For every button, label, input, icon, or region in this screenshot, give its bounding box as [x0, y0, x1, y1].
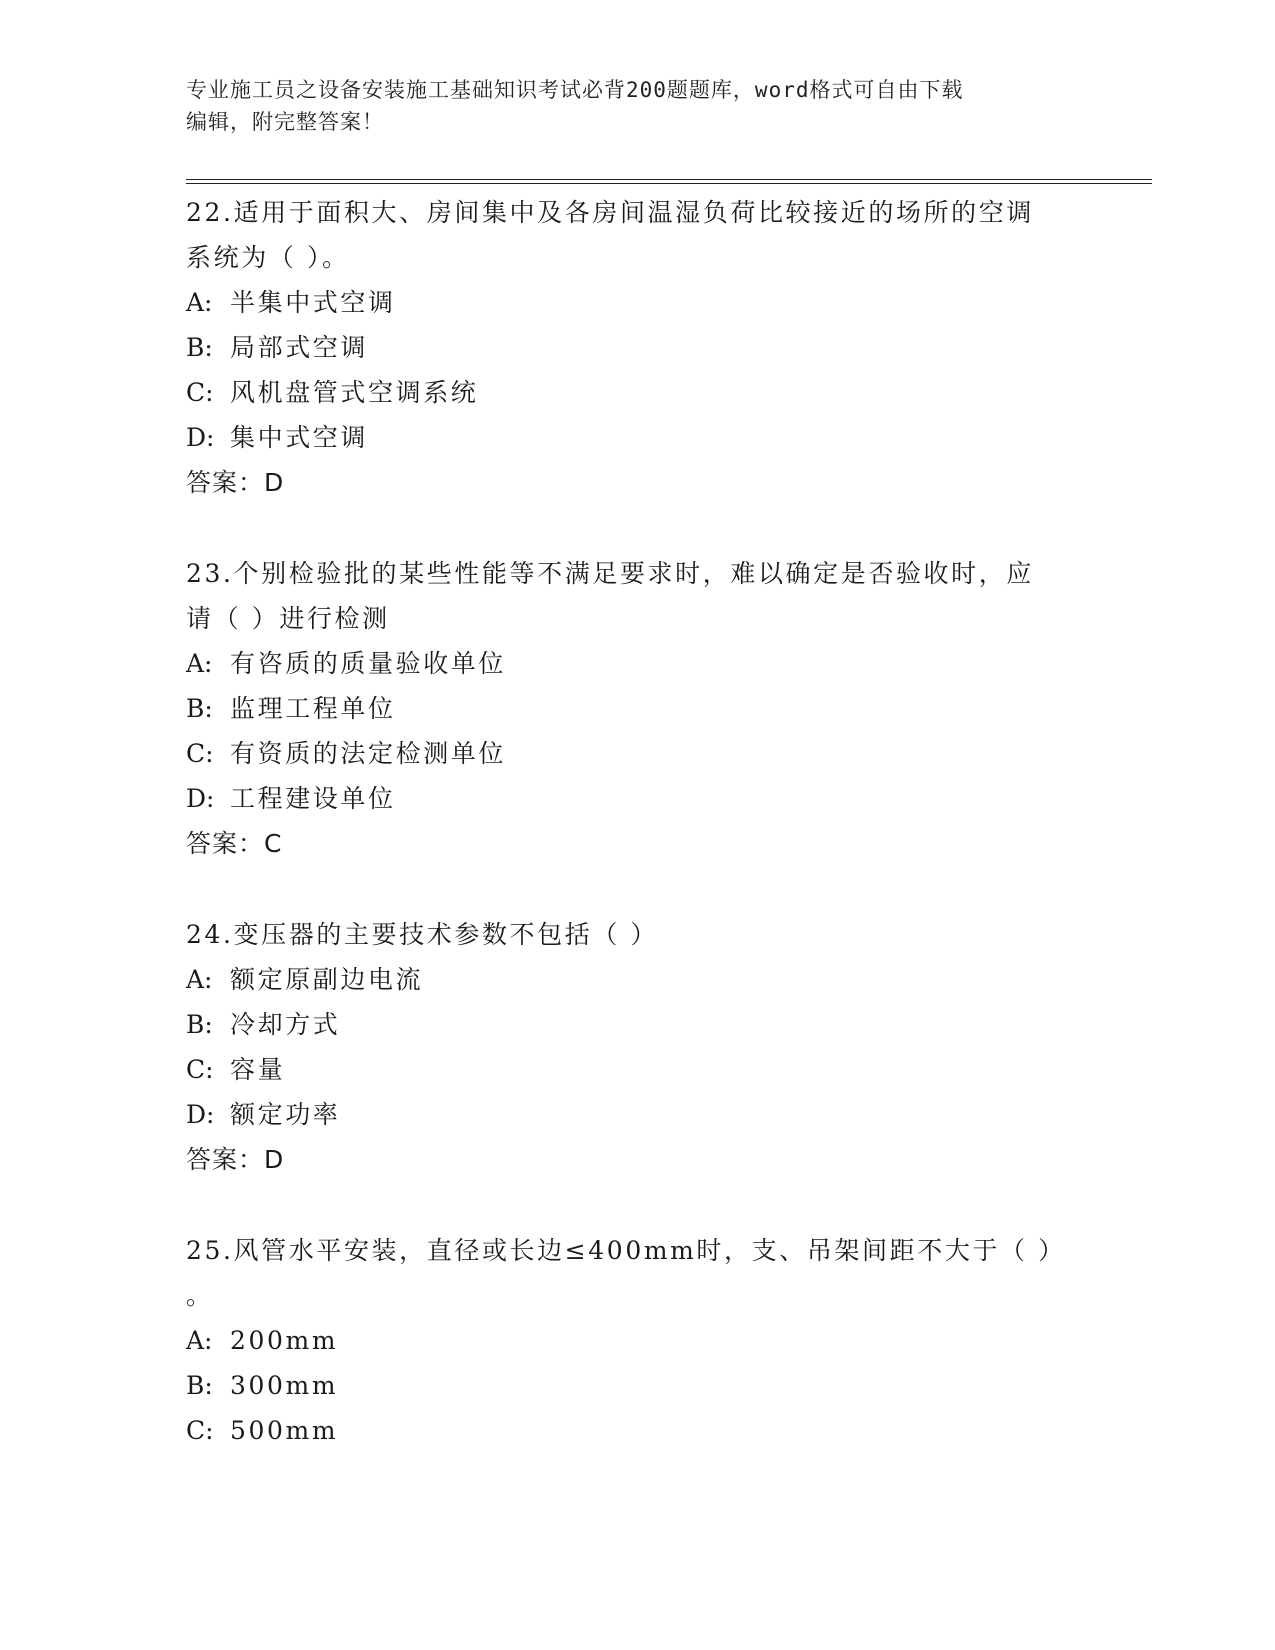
option-key: C:	[186, 378, 214, 407]
option-text: 局部式空调	[230, 333, 369, 362]
option-text: 300mm	[230, 1371, 339, 1400]
answer-line: 答案：D	[186, 1145, 285, 1174]
header-line-2: 编辑，附完整答案！	[186, 110, 384, 134]
option-d	[186, 415, 1086, 460]
option-text: 冷却方式	[230, 1010, 341, 1039]
option-b	[186, 686, 1086, 731]
option-key: B:	[186, 333, 213, 362]
option-key: A:	[186, 965, 213, 994]
option-d	[186, 776, 1086, 821]
option-key: B:	[186, 1010, 213, 1039]
option-key: A:	[186, 649, 213, 678]
option-key: B:	[186, 1371, 213, 1400]
option-c	[186, 1047, 1086, 1092]
question-25	[186, 1228, 1086, 1453]
option-key: D:	[186, 1100, 215, 1129]
option-c	[186, 1408, 1086, 1453]
option-key: B:	[186, 694, 213, 723]
option-text: 有资质的法定检测单位	[230, 739, 507, 768]
question-24	[186, 912, 1086, 1182]
header-divider-bottom	[186, 183, 1152, 184]
option-a	[186, 280, 1086, 325]
option-b	[186, 1002, 1086, 1047]
header-line-1: 专业施工员之设备安装施工基础知识考试必背200题题库，word格式可自由下载	[186, 78, 964, 102]
question-stem-line-1: 25.风管水平安装，直径或长边≤400mm时，支、吊架间距不大于（ ）	[186, 1236, 1066, 1265]
option-b	[186, 325, 1086, 370]
question-22	[186, 190, 1086, 505]
option-text: 半集中式空调	[230, 288, 396, 317]
option-text: 监理工程单位	[230, 694, 396, 723]
document-header	[186, 74, 1066, 138]
answer-line: 答案：D	[186, 468, 285, 497]
answer-line: 答案：C	[186, 829, 283, 858]
option-a	[186, 641, 1086, 686]
option-c	[186, 370, 1086, 415]
option-text: 500mm	[230, 1416, 339, 1445]
option-text: 额定功率	[230, 1100, 341, 1129]
question-stem-line-2: 请（ ）进行检测	[186, 604, 390, 633]
header-divider-top	[186, 179, 1152, 180]
option-text: 额定原副边电流	[230, 965, 424, 994]
question-stem-line-1: 24.变压器的主要技术参数不包括（ ）	[186, 920, 659, 949]
option-c	[186, 731, 1086, 776]
option-key: C:	[186, 739, 214, 768]
option-text: 200mm	[230, 1326, 339, 1355]
question-stem-line-1: 22.适用于面积大、房间集中及各房间温湿负荷比较接近的场所的空调	[186, 198, 1034, 227]
option-key: D:	[186, 423, 215, 452]
question-stem-line-2: 系统为（ ）。	[186, 243, 350, 272]
option-d	[186, 1092, 1086, 1137]
option-key: A:	[186, 1326, 213, 1355]
option-key: A:	[186, 288, 213, 317]
option-a	[186, 1318, 1086, 1363]
option-text: 工程建设单位	[230, 784, 396, 813]
option-a	[186, 957, 1086, 1002]
question-23	[186, 551, 1086, 866]
question-list	[186, 190, 1086, 1499]
option-text: 集中式空调	[230, 423, 369, 452]
option-key: C:	[186, 1055, 214, 1084]
question-stem-line-1: 23.个别检验批的某些性能等不满足要求时，难以确定是否验收时，应	[186, 559, 1034, 588]
option-text: 有咨质的质量验收单位	[230, 649, 507, 678]
option-key: D:	[186, 784, 215, 813]
option-b	[186, 1363, 1086, 1408]
option-text: 风机盘管式空调系统	[230, 378, 479, 407]
option-key: C:	[186, 1416, 214, 1445]
option-text: 容量	[230, 1055, 286, 1084]
question-stem-line-2: 。	[186, 1281, 214, 1310]
